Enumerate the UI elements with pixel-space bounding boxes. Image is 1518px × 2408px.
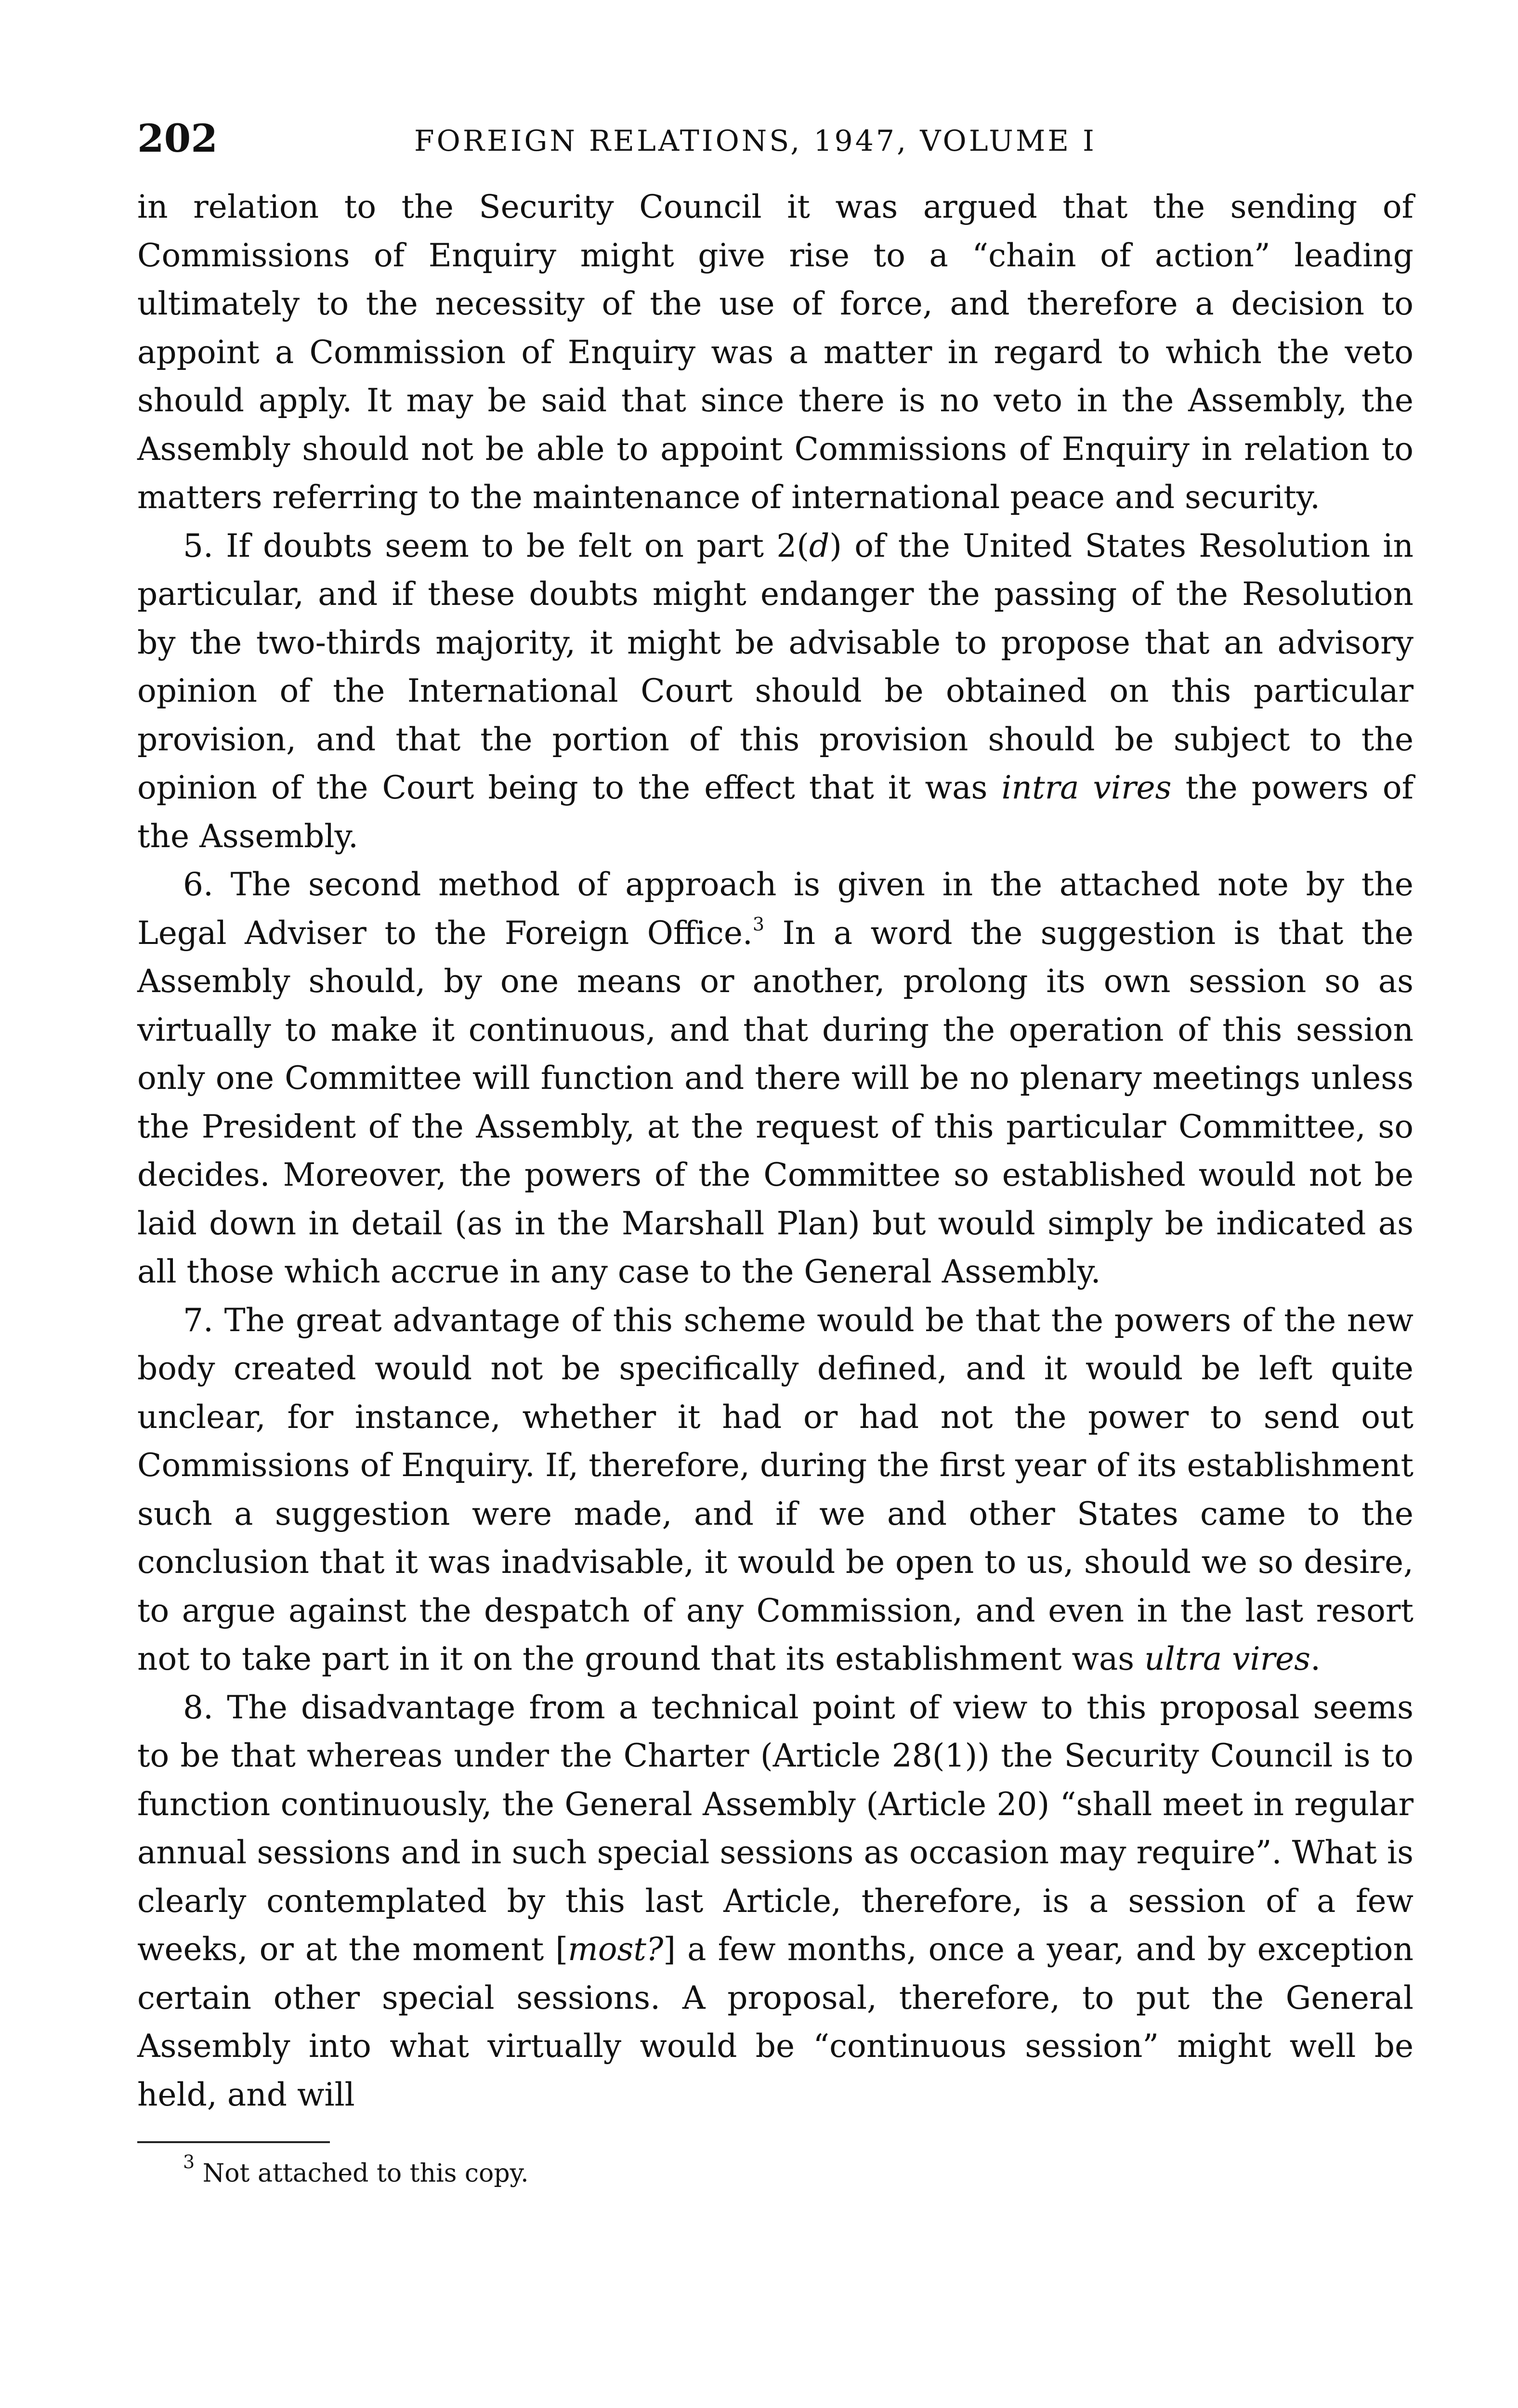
body-text: [137, 183, 1413, 2119]
italic-text: most?: [568, 1931, 664, 1968]
paragraph-text: .: [1310, 1640, 1321, 1677]
paragraph-6: [137, 861, 1413, 1296]
paragraph-text: 6. The second method of approach is given in the attached note by the Legal Adviser to the Foreign Office.: [137, 866, 1413, 952]
paragraph-text: ) of the United States Resolution in particular, and if these doubts might endanger the passing of the Resolution by the two-thirds majority, it might be advisable to propose that an advisory opinion of the International Court should be obtained on this particular provision, and that the portion of this provision should be subject to the opinion of the Court being to the effect that it was: [137, 527, 1413, 806]
italic-text: intra vires: [1001, 769, 1172, 806]
italic-text: d: [809, 527, 830, 564]
footnote-text: Not attached to this copy.: [202, 2159, 529, 2188]
paragraph-text: the powers of the Assembly.: [137, 769, 1414, 855]
footnote-divider: [137, 2141, 330, 2143]
paragraph-8: [137, 1684, 1413, 2120]
paragraph-7: [137, 1296, 1413, 1684]
paragraph-text: ] a few months, once a year, and by exception certain other special sessions. A proposal, therefore, to put the General Assembly into what virtually would be “continuous session” might well be held, and will: [137, 1931, 1413, 2113]
italic-text: ultra vires: [1144, 1640, 1311, 1677]
paragraph-text: In a word the suggestion is that the Assembly should, by one means or another, prolong its own session so as virtually to make it continuous, and that during the operation of this session only one Committee will function and there will be no plenary meetings unless the President of the Assembly, at the request of this particular Committee, so decides. Moreover, the powers of the Committee so established would not be laid down in detail (as in the Marshall Plan) but would simply be indicated as all those which accrue in any case to the General Assembly.: [137, 914, 1413, 1290]
running-title: FOREIGN RELATIONS, 1947, VOLUME I: [414, 124, 1097, 158]
running-header: [137, 116, 1413, 169]
footnote: [137, 2151, 1413, 2190]
document-page: [137, 116, 1413, 2190]
footnote-reference: 3: [752, 913, 765, 935]
paragraph-5: [137, 522, 1413, 861]
paragraph-text: in relation to the Security Council it was argued that the sending of Commissions of Enquiry might give rise to a “chain of action” leading ultimately to the necessity of the use of force, and therefore a decision to appoint a Commission of Enquiry was a matter in regard to which the veto should apply. It may be said that since there is no veto in the Assembly, the Assembly should not be able to appoint Commissions of Enquiry in relation to matters referring to the maintenance of international peace and security.: [137, 188, 1413, 516]
paragraph-text: 5. If doubts seem to be felt on part 2(: [183, 527, 810, 564]
page-number: 202: [137, 116, 218, 161]
paragraph-continuation: [137, 183, 1413, 522]
paragraph-text: 7. The great advantage of this scheme would be that the powers of the new body created would not be specifically defined, and it would be left quite unclear, for instance, whether it had or had not the power to send out Commissions of Enquiry. If, therefore, during the first year of its establishment such a suggestion were made, and if we and other States came to the conclusion that it was inadvisable, it would be open to us, should we so desire, to argue against the despatch of any Commission, and even in the last resort not to take part in it on the ground that its establishment was: [137, 1301, 1413, 1677]
footnote-marker: 3: [183, 2151, 195, 2172]
paragraph-text: 8. The disadvantage from a technical point of view to this proposal seems to be that whereas under the Charter (Article 28(1)) the Security Council is to function continuously, the General Assembly (Article 20) “shall meet in regular annual sessions and in such special sessions as occasion may require”. What is clearly contemplated by this last Article, therefore, is a session of a few weeks, or at the moment [: [137, 1688, 1413, 1968]
